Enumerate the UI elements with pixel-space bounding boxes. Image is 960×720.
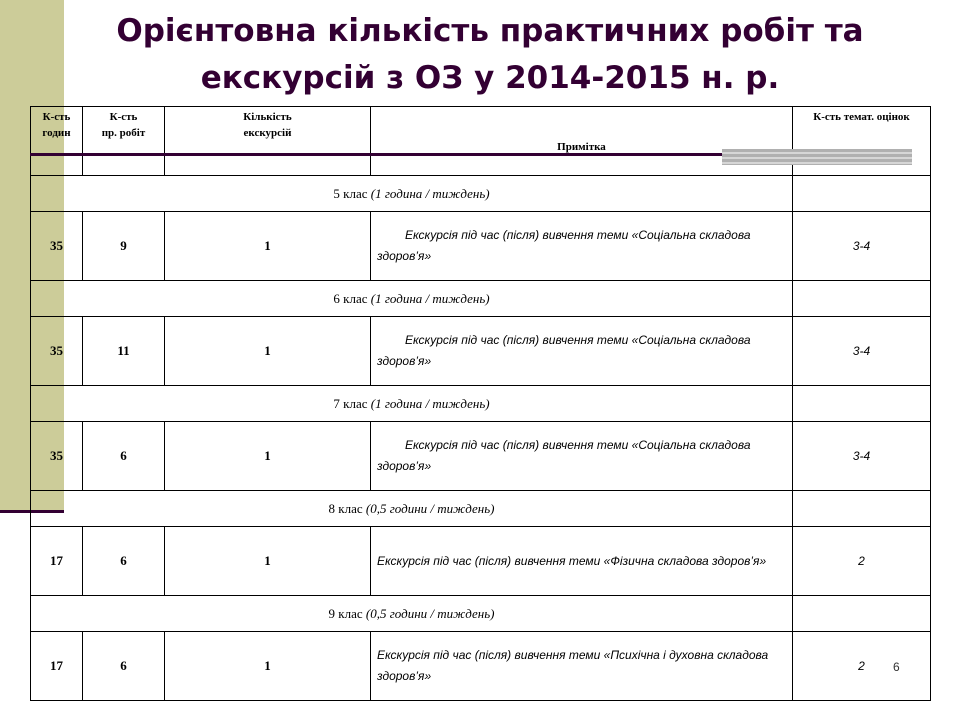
class-header-row: [31, 281, 931, 317]
note-text: Екскурсія під час (після) вивчення теми «Психічна і духовна складова здоров’я»: [377, 648, 769, 683]
class-header-row: [31, 176, 931, 212]
excursions-cell: 1: [165, 317, 371, 386]
excursions-cell: 1: [165, 527, 371, 596]
table-row: [31, 317, 931, 386]
header-grades: К-сть темат. оцінок: [793, 107, 931, 176]
note-cell: [371, 317, 793, 386]
class-title: [31, 281, 793, 317]
class-title: [31, 596, 793, 632]
class-title: [31, 176, 793, 212]
class-label: 7 клас: [333, 395, 368, 411]
class-header-row: [31, 596, 931, 632]
note-text: Екскурсія під час (після) вивчення теми «Соціальна складова здоров’я»: [377, 438, 751, 473]
class-header-row: [31, 491, 931, 527]
note-cell: [371, 527, 793, 596]
class-detail: (1 година / тиждень): [367, 185, 490, 201]
hours-cell: 17: [31, 527, 83, 596]
excursions-cell: 1: [165, 212, 371, 281]
gray-decor-bar: [722, 149, 912, 165]
practical-cell: 6: [83, 632, 165, 701]
slide-title-line1: Орієнтовна кількість практичних робіт та: [116, 13, 864, 49]
table-row: [31, 212, 931, 281]
excursions-cell: 1: [165, 632, 371, 701]
class-header-row: [31, 386, 931, 422]
class-label: 6 клас: [333, 290, 368, 306]
practical-cell: 11: [83, 317, 165, 386]
note-cell: [371, 632, 793, 701]
class-empty-cell: [793, 491, 931, 527]
table-row: [31, 422, 931, 491]
header-hours: К-сть годин: [31, 107, 83, 176]
grades-cell: 2: [793, 632, 931, 701]
class-detail: (1 година / тиждень): [367, 290, 490, 306]
class-label: 8 клас: [328, 500, 363, 516]
table-row: [31, 632, 931, 701]
class-detail: (0,5 години / тиждень): [362, 605, 495, 621]
hours-cell: 35: [31, 422, 83, 491]
practical-cell: 6: [83, 422, 165, 491]
practical-cell: 9: [83, 212, 165, 281]
class-label: 9 клас: [328, 605, 363, 621]
note-cell: [371, 212, 793, 281]
class-detail: (1 година / тиждень): [367, 395, 490, 411]
class-empty-cell: [793, 596, 931, 632]
hours-cell: 17: [31, 632, 83, 701]
header-practical: К-сть пр. робіт: [83, 107, 165, 176]
slide-title-line2: екскурсій з ОЗ у 2014-2015 н. р.: [200, 60, 780, 96]
table-header-row: [31, 107, 931, 176]
hours-cell: 35: [31, 317, 83, 386]
header-excursions: Кількість екскурсій: [165, 107, 371, 176]
note-text: Екскурсія під час (після) вивчення теми «Соціальна складова здоров’я»: [377, 228, 751, 263]
note-cell: [371, 422, 793, 491]
class-title: [31, 491, 793, 527]
slide-title: [40, 8, 940, 102]
grades-cell: 3-4: [793, 212, 931, 281]
hours-cell: 35: [31, 212, 83, 281]
grades-cell: 2: [793, 527, 931, 596]
class-empty-cell: [793, 176, 931, 212]
note-text: Екскурсія під час (після) вивчення теми «Фізична складова здоров’я»: [377, 553, 767, 568]
grades-cell: 3-4: [793, 317, 931, 386]
class-detail: (0,5 години / тиждень): [362, 500, 495, 516]
class-empty-cell: [793, 386, 931, 422]
class-title: [31, 386, 793, 422]
class-label: 5 клас: [333, 185, 368, 201]
header-note: Примітка: [371, 107, 793, 176]
note-text: Екскурсія під час (після) вивчення теми «Соціальна складова здоров’я»: [377, 333, 751, 368]
excursions-cell: 1: [165, 422, 371, 491]
class-empty-cell: [793, 281, 931, 317]
practical-cell: 6: [83, 527, 165, 596]
table-row: [31, 527, 931, 596]
excursions-table: [30, 106, 931, 701]
page-number: 6: [893, 660, 900, 674]
grades-cell: 3-4: [793, 422, 931, 491]
